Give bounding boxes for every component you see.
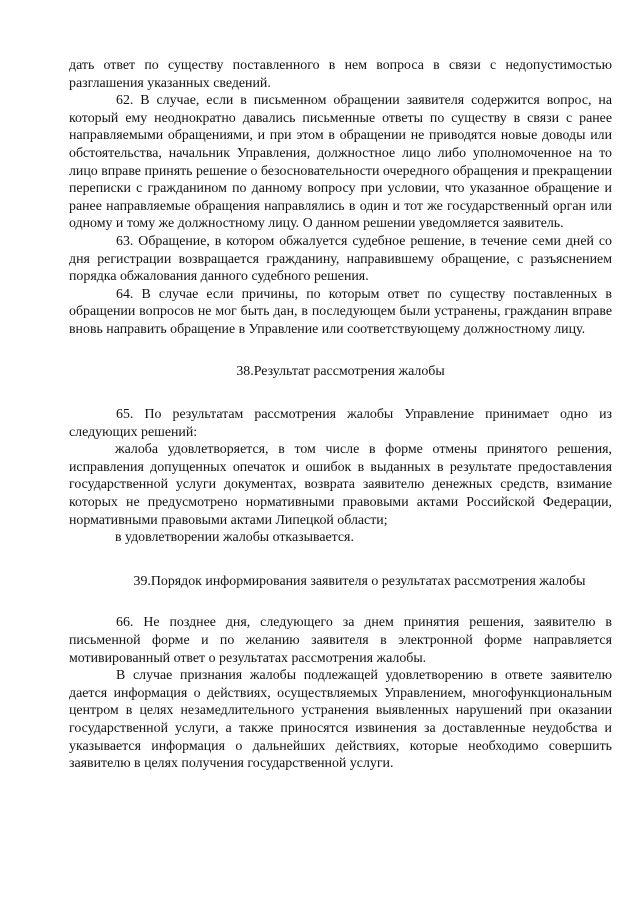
paragraph-66: 66. Не позднее дня, следующего за днем принятия решения, заявителю в письменной форме и по желанию заявителя в электронной форме направляется мотивированный ответ о результатах рассмотрения жалобы. [69,615,612,666]
paragraph-63: 63. Обращение, в котором обжалуется судебное решение, в течение семи дней со дня регистрации возвращается гражданину, направившему обращение, с разъяснением порядка обжалования данного судебного решения. [69,233,612,285]
paragraph-62: 62. В случае, если в письменном обращении заявителя содержится вопрос, на который ему неоднократно давались письменные ответы по существу в связи с ранее направляемыми обращениями, и при этом в обращении не приводятся новые доводы или обстоятельства, начальник Управления, должностное лицо либо уполномоченное на то лицо вправе принять решение о безосновательности очередного обращения и прекращении переписки с гражданином по данному вопросу при условии, что указанное обращение и ранее направляемые обращения направлялись в один и тот же государственный орган или одному и тому же должностному лицу. О данном решении уведомляется заявитель. [69,93,612,232]
section-39-title: 39.Порядок информирования заявителя о результатах рассмотрения жалобы [133,573,586,589]
paragraph-64: 64. В случае если причины, по которым ответ по существу поставленных в обращении вопросов не мог быть дан, в последующем были устранены, гражданин вправе вновь направить обращение в Управление или соответствующему должностному лицу. [69,286,612,337]
paragraph-65: 65. По результатам рассмотрения жалобы Управление принимает одно из следующих решений: [69,407,612,440]
paragraph-65-option-1: жалоба удовлетворяется, в том числе в форме отмены принятого решения, исправления допущенных опечаток и ошибок в выданных в результате предоставления государственной услуги документах, возврата заявителю денежных средств, взимание которых не предусмотрено нормативными правовыми актами Российской Федерации, нормативными правовыми актами Липецкой области; [69,442,612,528]
paragraph-continuation: дать ответ по существу поставленного в нем вопроса в связи с недопустимостью разглашения указанных сведений. [69,58,612,91]
section-38-title: 38.Результат рассмотрения жалобы [236,363,445,379]
paragraph-65-option-2: в удовлетворении жалобы отказывается. [115,530,354,546]
paragraph-66-continuation: В случае признания жалобы подлежащей удовлетворению в ответе заявителю дается информация о действиях, осуществляемых Управлением, многофункциональным центром в целях незамедлительного устранения выявленных нарушений при оказании государственной услуги, а также приносятся извинения за доставленные неудобства и указывается информация о дальнейших действиях, которые необходимо совершить заявителю в целях получения государственной услуги. [69,668,612,772]
